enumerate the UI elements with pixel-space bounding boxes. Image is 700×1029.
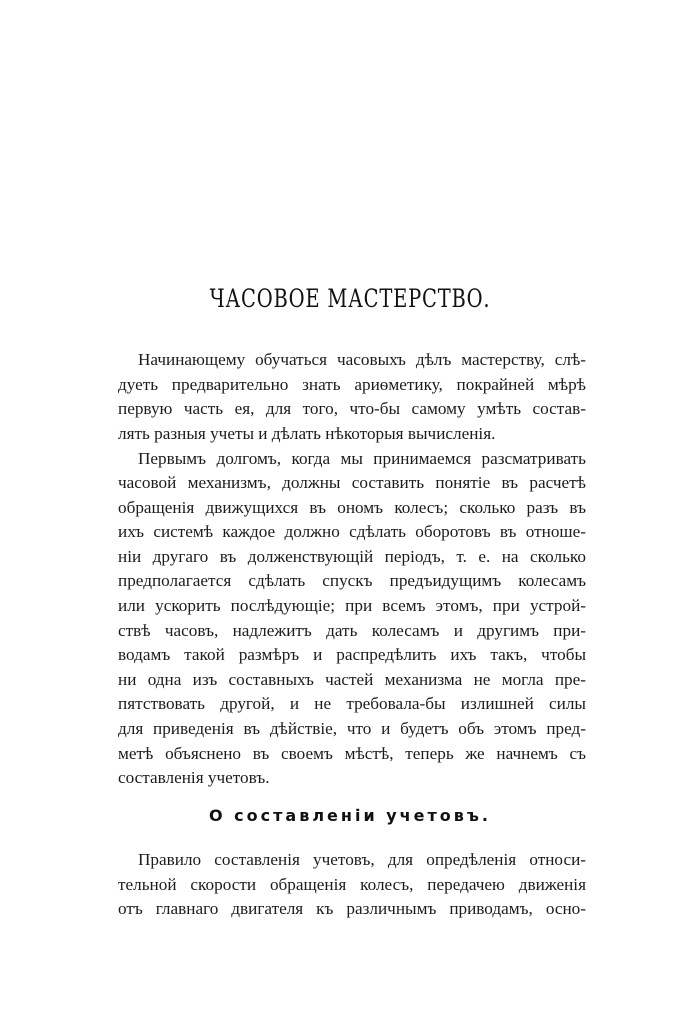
text-line: дуеть предварительно знать ариѳметику, покрайней мѣрѣ (118, 374, 586, 394)
text-line: часовой механизмъ, должны составить понятіе въ расчетѣ (118, 473, 586, 493)
text-line: ни одна изъ составныхъ частей механизма не могла пре- (118, 669, 586, 689)
text-line: пятствовать другой, и не требовала-бы излишней силы (118, 694, 586, 714)
text-line: первую часть ея, для того, что-бы самому умѣть состав- (118, 399, 586, 419)
text-line: ихъ системѣ каждое должно сдѣлать оборотовъ въ отноше- (118, 522, 586, 542)
text-line: Правило составленія учетовъ, для опредѣленія относи- (138, 850, 586, 869)
paragraph-2 (118, 447, 586, 791)
text-line: или ускорить послѣдующіе; при всемъ этомъ, при устрой- (118, 596, 586, 616)
text-line: Первымъ долгомъ, когда мы принимаемся разсматривать (138, 448, 586, 468)
text-line: ніи другаго въ долженствующій періодъ, т. е. на сколько (118, 546, 586, 566)
section-heading: О составленіи учетовъ. (209, 806, 491, 825)
chapter-title: ЧАСОВОЕ МАСТЕРСТВО. (209, 284, 491, 313)
text-line: тельной скорости обращенія колесъ, передачею движенія (118, 874, 586, 894)
text-line: отъ главнаго двигателя къ различнымъ приводамъ, осно- (118, 899, 586, 919)
text-line: обращенія движущихся въ ономъ колесъ; сколько разъ въ (118, 497, 586, 517)
text-line: ствѣ часовъ, надлежитъ дать колесамъ и другимъ при- (118, 620, 586, 640)
text-line: Начинающему обучаться часовыхъ дѣлъ мастерству, слѣ- (138, 350, 586, 369)
paragraph-1 (118, 348, 586, 446)
text-line: для приведенія въ дѣйствіе, что и будетъ объ этомъ пред- (118, 719, 586, 739)
text-line: водамъ такой размѣръ и распредѣлить ихъ такъ, чтобы (118, 645, 586, 665)
text-line: составленія учетовъ. (118, 768, 270, 788)
text-line: лять разныя учеты и дѣлать нѣкоторыя вычисленія. (118, 423, 496, 443)
text-line: метѣ объяснено въ своемъ мѣстѣ, теперь же начнемъ съ (118, 743, 586, 763)
paragraph-3 (118, 848, 586, 922)
text-line: предполагается сдѣлать спускъ предъидущимъ колесамъ (118, 571, 586, 591)
